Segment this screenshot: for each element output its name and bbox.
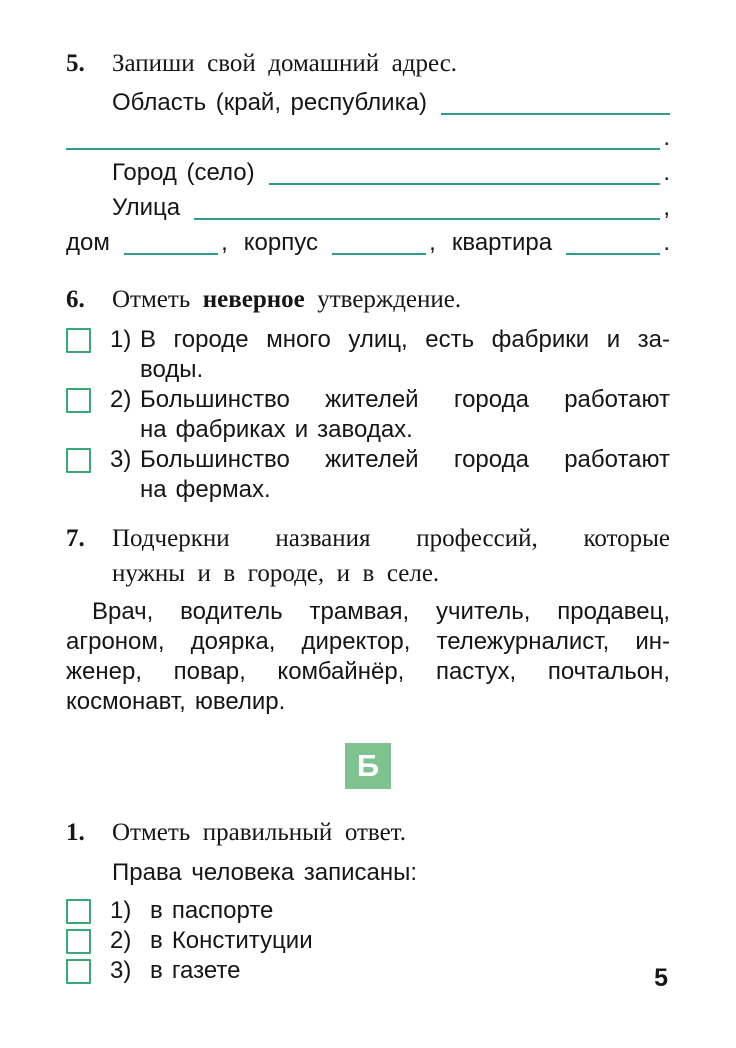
word-list-line3: женер, повар, комбайнёр, пастух, почтальон, [66,658,670,685]
option-text-line1: Большинство жителей города работают [140,386,670,413]
word-list-line1: Врач, водитель трамвая, учитель, продавец, [92,598,670,625]
region-overflow-row [66,120,670,155]
task7-title-line2: нужны и в городе, и в селе. [112,560,440,587]
task1-option-1 [66,896,670,926]
task6-option-1 [66,325,670,385]
apartment-punct: . [663,229,670,256]
option-label: в газете [150,957,241,984]
house-label: дом [66,229,110,256]
city-row [66,155,670,190]
checkbox[interactable] [66,899,91,924]
task1-options [66,896,670,986]
option-label: в паспорте [150,897,274,924]
checkbox[interactable] [66,388,91,413]
task7-number: 7. [66,525,85,552]
task5-header [66,46,670,81]
task7-word-list [66,597,670,717]
task6-option-2 [66,385,670,445]
checkbox[interactable] [66,448,91,473]
checkbox[interactable] [66,328,91,353]
task1-option-3 [66,956,670,986]
word-list-line4: космонавт, ювелир. [66,688,286,715]
page-number: 5 [654,964,668,992]
street-punct: , [663,194,670,221]
task6-option-3 [66,445,670,505]
option-text-line2: на фермах. [140,476,271,503]
task6-title [112,282,670,317]
house-punct: , [221,229,228,256]
option-label: в Конституции [150,927,313,954]
city-punct: . [663,159,670,186]
street-input-line[interactable] [194,218,660,220]
task5-title: Запиши свой домашний адрес. [112,50,458,77]
task7-header [66,521,670,591]
region-end-punct: . [663,124,670,151]
task6-title-pre: Отметь [112,286,191,313]
option-number: 3) [110,957,132,984]
word-list-line2: агроном, доярка, директор, тележурналист, ин- [66,628,670,655]
corpus-punct: , [429,229,436,256]
checkbox[interactable] [66,929,91,954]
task1-title: Отметь правильный ответ. [112,819,406,846]
option-text-line2: воды. [140,356,204,383]
option-text-line1: Большинство жителей города работают [140,446,670,473]
region-input-line[interactable] [441,113,670,115]
option-number: 1) [110,326,132,353]
task5-number: 5. [66,50,85,77]
task6-header [66,282,670,317]
task1-option-2 [66,926,670,956]
apartment-label: квартира [451,229,553,256]
city-input-line[interactable] [269,183,661,185]
option-number: 2) [110,386,132,413]
task1-subtitle: Права человека записаны: [112,859,418,886]
option-number: 1) [110,897,132,924]
option-text-line1: В городе много улиц, есть фабрики и за- [140,326,670,353]
region-label: Область (край, республика) [112,89,427,116]
region-input-line-2[interactable] [66,148,660,150]
corpus-label: корпус [243,229,318,256]
option-text [140,445,670,505]
task7-title-line1: Подчеркни названия профессий, которые [112,525,670,552]
house-input-line[interactable] [124,253,218,255]
option-number: 2) [110,927,132,954]
region-row [66,85,670,120]
task6-title-bold: неверное [202,286,305,313]
task1-header [66,815,670,850]
street-row [66,190,670,225]
task6-options [66,325,670,505]
task1-number: 1. [66,819,85,846]
house-row [66,225,670,260]
checkbox[interactable] [66,959,91,984]
task6-number: 6. [66,286,85,313]
option-number: 3) [110,446,132,473]
apartment-input-line[interactable] [566,253,660,255]
option-text-line2: на фабриках и заводах. [140,416,413,443]
task7-title [112,521,670,591]
city-label: Город (село) [112,159,255,186]
corpus-input-line[interactable] [332,253,426,255]
task6-title-post: утверждение. [317,286,462,313]
option-text [140,385,670,445]
option-text [140,325,670,385]
section-b-badge: Б [345,743,391,789]
street-label: Улица [112,194,181,221]
task5-address-form [66,85,670,260]
